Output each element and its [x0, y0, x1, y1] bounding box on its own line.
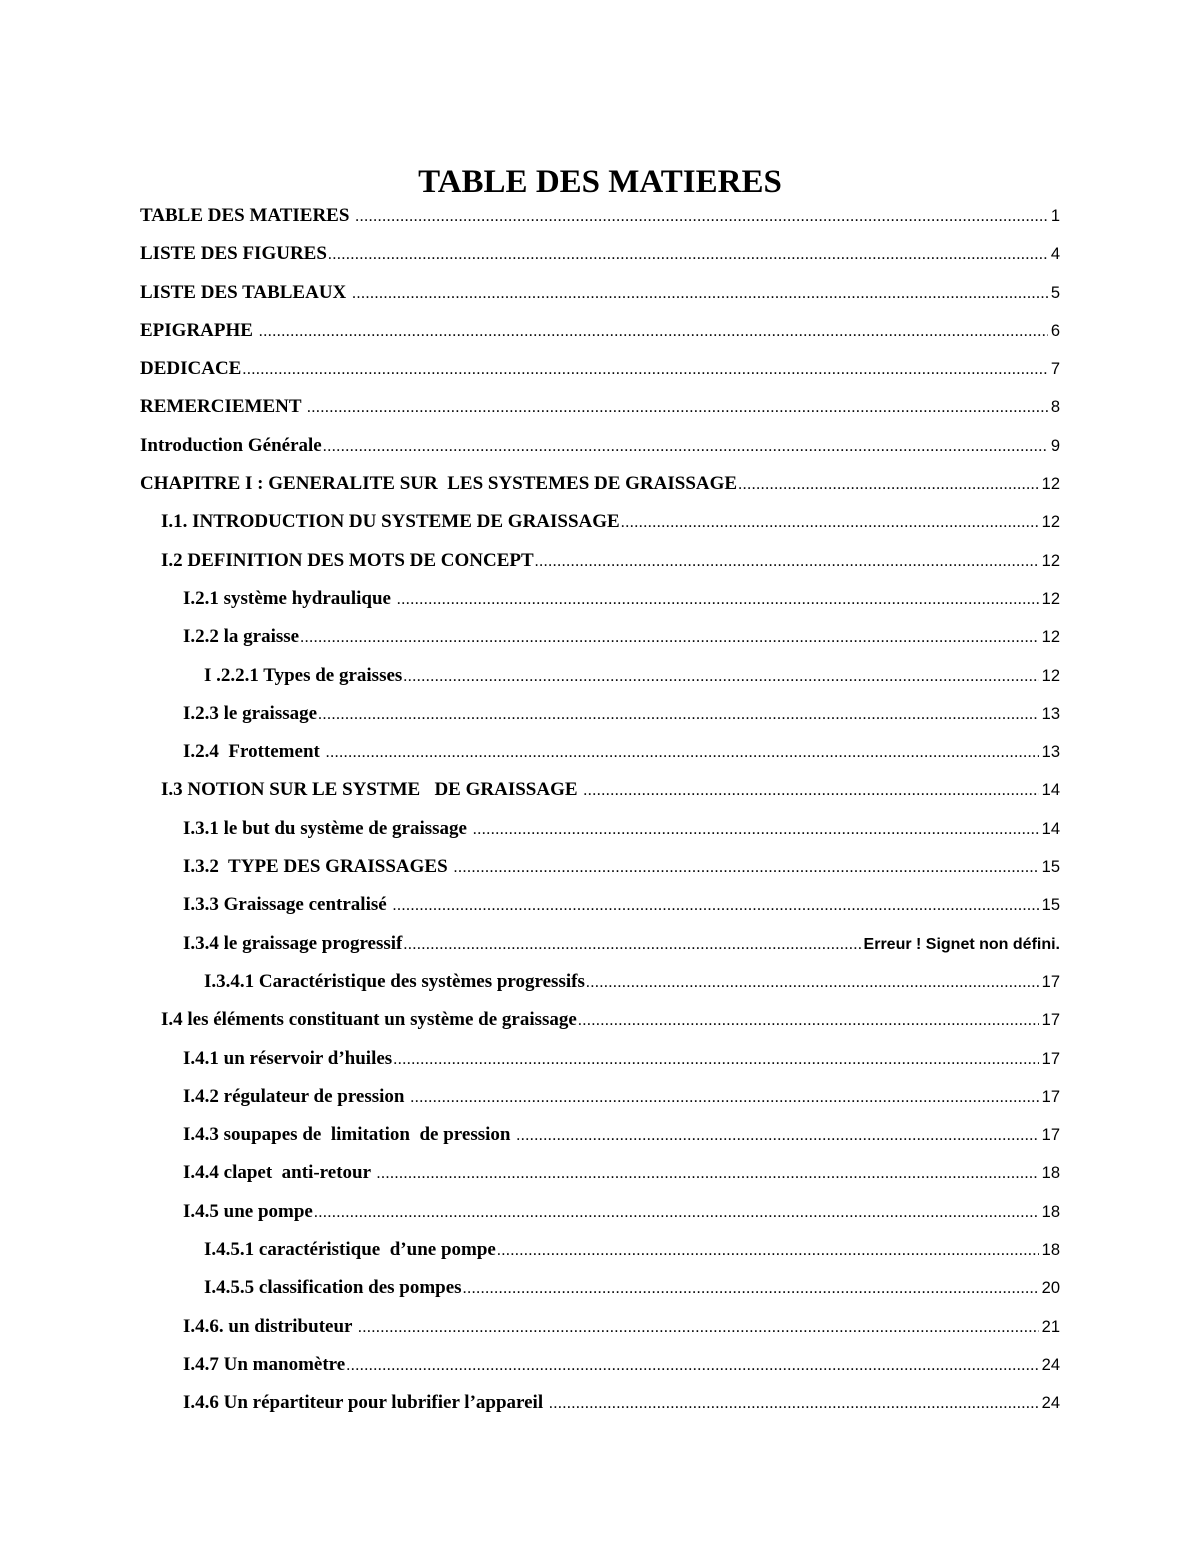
dot-leader: [549, 1385, 1039, 1422]
toc-entry-title: I .2.2.1 Types de graisses: [204, 664, 403, 686]
dot-leader: [318, 696, 1039, 733]
toc-entry[interactable]: [140, 1001, 1060, 1039]
toc-entry[interactable]: [140, 1384, 1060, 1422]
toc-entry-page-number: 17: [1041, 972, 1060, 991]
toc-entry[interactable]: [140, 580, 1060, 618]
dot-leader: [535, 543, 1039, 580]
toc-entry-page-number: 17: [1041, 1087, 1060, 1106]
toc-entry-title: I.2.3 le graissage: [183, 702, 318, 724]
dot-leader: [463, 1270, 1039, 1307]
toc-entry-title: I.4.6 Un répartiteur pour lubrifier l’appareil: [183, 1392, 548, 1414]
toc-entry[interactable]: [140, 1346, 1060, 1384]
dot-leader: [410, 1079, 1038, 1116]
toc-entry-page-number: 21: [1041, 1317, 1060, 1336]
toc-entry[interactable]: [140, 1116, 1060, 1154]
toc-entry-page-number: 4: [1050, 245, 1060, 264]
toc-entry-title: I.4 les éléments constituant un système de graissage: [161, 1009, 577, 1031]
dot-leader: [326, 734, 1039, 771]
toc-entry-title: I.2.1 système hydraulique: [183, 587, 396, 609]
dot-leader: [453, 849, 1038, 886]
toc-entry-page-number: 14: [1041, 781, 1060, 800]
toc-entry[interactable]: [140, 1154, 1060, 1192]
toc-entry-page-number: 15: [1041, 858, 1060, 877]
toc-entry[interactable]: [140, 925, 1060, 963]
toc-entry-page-number: 13: [1041, 704, 1060, 723]
toc-entry-title: I.1. INTRODUCTION DU SYSTEME DE GRAISSAGE: [161, 511, 620, 533]
toc-entry-title: LISTE DES FIGURES: [140, 243, 327, 265]
toc-entry-page-number: 13: [1041, 743, 1060, 762]
dot-leader: [355, 198, 1048, 235]
dot-leader: [393, 1041, 1038, 1078]
toc-entry-title: I.2.4 Frottement: [183, 741, 325, 763]
dot-leader: [323, 428, 1048, 465]
toc-entry[interactable]: [140, 695, 1060, 733]
page-title: TABLE DES MATIERES: [418, 164, 782, 200]
toc-entry-title: I.2 DEFINITION DES MOTS DE CONCEPT: [161, 549, 534, 571]
toc-entry[interactable]: [140, 427, 1060, 465]
toc-entry[interactable]: [140, 1231, 1060, 1269]
toc-entry[interactable]: [140, 1040, 1060, 1078]
toc-entry-title: I.2.2 la graisse: [183, 626, 300, 648]
toc-entry[interactable]: [140, 312, 1060, 350]
toc-entry-page-number: 20: [1041, 1279, 1060, 1298]
toc-entry-page-number: 7: [1050, 360, 1060, 379]
toc-entry-page-number: 18: [1041, 1241, 1060, 1260]
dot-leader: [392, 887, 1038, 924]
toc-entry[interactable]: [140, 235, 1060, 273]
table-of-contents: [140, 197, 1060, 1423]
toc-entry-page-number: 8: [1050, 398, 1060, 417]
dot-leader: [516, 1117, 1038, 1154]
toc-entry-page-number: 17: [1041, 1126, 1060, 1145]
toc-entry-page-number: 1: [1050, 207, 1060, 225]
toc-entry-page-number: 12: [1041, 589, 1060, 608]
dot-leader: [586, 964, 1039, 1001]
toc-entry-title: I.3.1 le but du système de graissage: [183, 817, 472, 839]
toc-entry-title: I.4.2 régulateur de pression: [183, 1085, 410, 1107]
toc-entry[interactable]: [140, 848, 1060, 886]
toc-entry-page-number: 18: [1041, 1202, 1060, 1221]
dot-leader: [397, 581, 1039, 618]
toc-entry-title: TABLE DES MATIERES: [140, 205, 355, 226]
toc-entry-page-number: 18: [1041, 1164, 1060, 1183]
toc-entry[interactable]: [140, 1308, 1060, 1346]
dot-leader: [259, 313, 1048, 350]
toc-entry-title: I.3.4 le graissage progressif: [183, 932, 403, 954]
toc-entry-title: EPIGRAPHE: [140, 319, 258, 341]
toc-entry[interactable]: [140, 197, 1060, 235]
toc-entry-title: I.4.5.1 caractéristique d’une pompe: [204, 1239, 496, 1261]
toc-entry[interactable]: [140, 274, 1060, 312]
toc-entry[interactable]: [140, 350, 1060, 388]
dot-leader: [621, 504, 1039, 541]
dot-leader: [403, 658, 1038, 695]
toc-entry-title: REMERCIEMENT: [140, 396, 306, 418]
toc-entry-page-number: 12: [1041, 475, 1060, 494]
toc-entry-title: I.3.3 Graissage centralisé: [183, 894, 392, 916]
toc-entry[interactable]: [140, 771, 1060, 809]
toc-entry-title: I.3.4.1 Caractéristique des systèmes progressifs: [204, 970, 585, 992]
dot-leader: [497, 1232, 1039, 1269]
toc-entry[interactable]: [140, 1269, 1060, 1307]
toc-entry[interactable]: [140, 1078, 1060, 1116]
dot-leader: [300, 619, 1039, 656]
toc-entry-title: I.4.7 Un manomètre: [183, 1353, 346, 1375]
toc-entry-title: I.4.4 clapet anti-retour: [183, 1162, 376, 1184]
toc-entry-title: I.4.6. un distributeur: [183, 1315, 357, 1337]
dot-leader: [376, 1155, 1038, 1192]
dot-leader: [578, 1002, 1039, 1039]
toc-entry-page-number: 24: [1041, 1394, 1060, 1413]
toc-entry[interactable]: [140, 657, 1060, 695]
toc-entry-error: Erreur ! Signet non défini.: [863, 935, 1060, 953]
dot-leader: [352, 275, 1048, 312]
dot-leader: [583, 772, 1038, 809]
toc-entry[interactable]: [140, 1193, 1060, 1231]
dot-leader: [307, 389, 1048, 426]
toc-entry-page-number: 24: [1041, 1355, 1060, 1374]
toc-entry[interactable]: [140, 810, 1060, 848]
dot-leader: [403, 926, 860, 963]
toc-entry-title: I.3 NOTION SUR LE SYSTME DE GRAISSAGE: [161, 779, 583, 801]
toc-entry-page-number: 17: [1041, 1011, 1060, 1030]
dot-leader: [314, 1194, 1039, 1231]
toc-entry-page-number: 12: [1041, 551, 1060, 570]
toc-entry[interactable]: [140, 963, 1060, 1001]
toc-entry-page-number: 9: [1050, 436, 1060, 455]
toc-entry-title: LISTE DES TABLEAUX: [140, 281, 352, 303]
toc-entry-title: CHAPITRE I : GENERALITE SUR LES SYSTEMES DE GRAISSAGE: [140, 473, 738, 495]
toc-entry-page-number: 6: [1050, 321, 1060, 340]
toc-entry-page-number: 17: [1041, 1049, 1060, 1068]
dot-leader: [346, 1347, 1038, 1384]
toc-entry[interactable]: [140, 618, 1060, 656]
toc-entry-title: DEDICACE: [140, 358, 242, 380]
toc-entry-title: Introduction Générale: [140, 434, 322, 456]
toc-entry-title: I.4.5 une pompe: [183, 1200, 313, 1222]
toc-entry-page-number: 5: [1050, 283, 1060, 302]
toc-entry-page-number: 12: [1041, 628, 1060, 647]
toc-entry-page-number: 12: [1041, 666, 1060, 685]
toc-entry[interactable]: [140, 503, 1060, 541]
dot-leader: [328, 236, 1048, 273]
dot-leader: [473, 811, 1039, 848]
toc-entry-page-number: 14: [1041, 819, 1060, 838]
toc-entry-title: I.4.1 un réservoir d’huiles: [183, 1047, 393, 1069]
toc-entry-page-number: 12: [1041, 513, 1060, 532]
toc-entry[interactable]: [140, 886, 1060, 924]
toc-entry-page-number: 15: [1041, 896, 1060, 915]
dot-leader: [242, 351, 1047, 388]
toc-entry[interactable]: [140, 465, 1060, 503]
toc-entry[interactable]: [140, 733, 1060, 771]
dot-leader: [738, 466, 1039, 503]
toc-entry[interactable]: [140, 388, 1060, 426]
dot-leader: [358, 1309, 1039, 1346]
toc-entry-title: I.3.2 TYPE DES GRAISSAGES: [183, 856, 453, 878]
toc-entry[interactable]: [140, 542, 1060, 580]
toc-entry-title: I.4.3 soupapes de limitation de pression: [183, 1124, 516, 1146]
toc-entry-title: I.4.5.5 classification des pompes: [204, 1277, 462, 1299]
